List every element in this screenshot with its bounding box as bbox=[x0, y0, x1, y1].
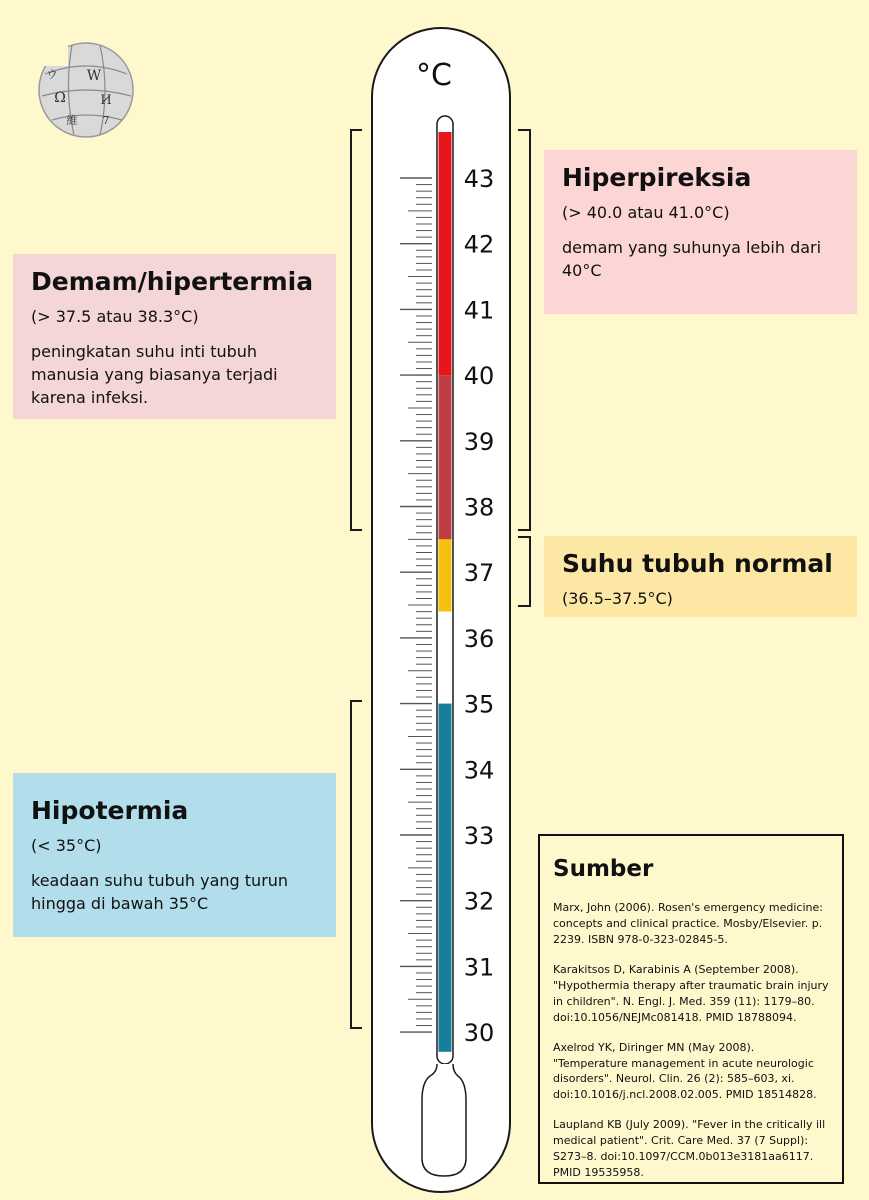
fever-bracket bbox=[351, 130, 362, 530]
scale-label: 43 bbox=[463, 165, 495, 193]
scale-label: 32 bbox=[463, 887, 495, 916]
fever-box bbox=[13, 254, 336, 419]
fever-description: peningkatan suhu inti tubuh manusia yang biasanya terjadi karena infeksi. bbox=[31, 341, 278, 408]
hyperpyrexia-bracket bbox=[518, 130, 530, 530]
hyperpyrexia-title: Hiperpireksia bbox=[562, 163, 752, 192]
thermometer-bulb bbox=[422, 1064, 466, 1176]
column-segment bbox=[439, 704, 452, 1052]
logo-glyph: 維 bbox=[66, 114, 78, 127]
logo-glyph: 7 bbox=[102, 114, 110, 127]
hyperpyrexia-box bbox=[544, 150, 857, 314]
scale-label: 35 bbox=[463, 690, 495, 719]
scale-label: 34 bbox=[463, 756, 495, 785]
normal-box bbox=[544, 536, 857, 617]
column-segment bbox=[439, 539, 452, 611]
source-reference: Axelrod YK, Diringer MN (May 2008). "Temperature management in acute neurologic disorders". Neurol. Clin. 26 (2): 585–603, xi. doi:10.1016/j.ncl.2008.02.005. PMID 18514828. bbox=[553, 1040, 817, 1102]
scale-label: 36 bbox=[463, 624, 495, 653]
wikipedia-globe-icon bbox=[39, 40, 133, 137]
scale-label: 41 bbox=[463, 296, 495, 325]
thermometer-column bbox=[439, 132, 452, 1052]
hypothermia-description: keadaan suhu tubuh yang turun hingga di bawah 35°C bbox=[31, 870, 289, 913]
logo-glyph: W bbox=[86, 68, 102, 84]
normal-title: Suhu tubuh normal bbox=[562, 549, 833, 578]
scale-label: 37 bbox=[463, 559, 495, 588]
column-segment bbox=[439, 375, 452, 539]
source-reference: Karakitsos D, Karabinis A (September 2008). "Hypothermia therapy after traumatic brain injury in children". N. Engl. J. Med. 359 (11): 1179–80. doi:10.1056/NEJMc081418. PMID 18788094. bbox=[553, 962, 829, 1024]
scale-label: 33 bbox=[463, 822, 495, 850]
scale-label: 38 bbox=[463, 493, 495, 522]
column-segment bbox=[439, 612, 452, 704]
logo-glyph: Ω bbox=[54, 90, 66, 106]
hypothermia-title: Hipotermia bbox=[31, 796, 189, 825]
source-reference: Marx, John (2006). Rosen's emergency medicine: concepts and clinical practice. Mosby/Elsevier. p. 2239. ISBN 978-0-323-02845-5. bbox=[553, 901, 823, 946]
normal-bracket bbox=[518, 537, 530, 606]
logo-glyph: И bbox=[100, 93, 112, 108]
hyperpyrexia-description: demam yang suhunya lebih dari 40°C bbox=[562, 237, 822, 280]
scale-label: 39 bbox=[463, 427, 495, 456]
scale-label: 30 bbox=[463, 1019, 495, 1048]
source-reference: Laupland KB (July 2009). "Fever in the critically ill medical patient". Crit. Care Med. 37 (7 Suppl): S273–8. doi:10.1097/CCM.0b013e3181aa6117. PMID 19535958. bbox=[553, 1118, 826, 1180]
fever-title: Demam/hipertermia bbox=[31, 267, 314, 296]
sources-title: Sumber bbox=[553, 856, 654, 882]
normal-range: (36.5–37.5°C) bbox=[562, 588, 673, 608]
hypothermia-bracket bbox=[351, 701, 362, 1028]
hyperpyrexia-range: (> 40.0 atau 41.0°C) bbox=[562, 202, 730, 222]
scale-label: 40 bbox=[463, 362, 495, 391]
sources-box bbox=[538, 834, 844, 1184]
hypothermia-range: (< 35°C) bbox=[31, 835, 102, 855]
hypothermia-box bbox=[13, 773, 336, 937]
fever-range: (> 37.5 atau 38.3°C) bbox=[31, 306, 199, 326]
scale-label: 42 bbox=[463, 230, 495, 259]
column-segment bbox=[439, 132, 452, 375]
scale-label: 31 bbox=[463, 953, 495, 982]
logo-glyph: ウ bbox=[46, 68, 58, 81]
unit-label: °C bbox=[416, 58, 452, 93]
